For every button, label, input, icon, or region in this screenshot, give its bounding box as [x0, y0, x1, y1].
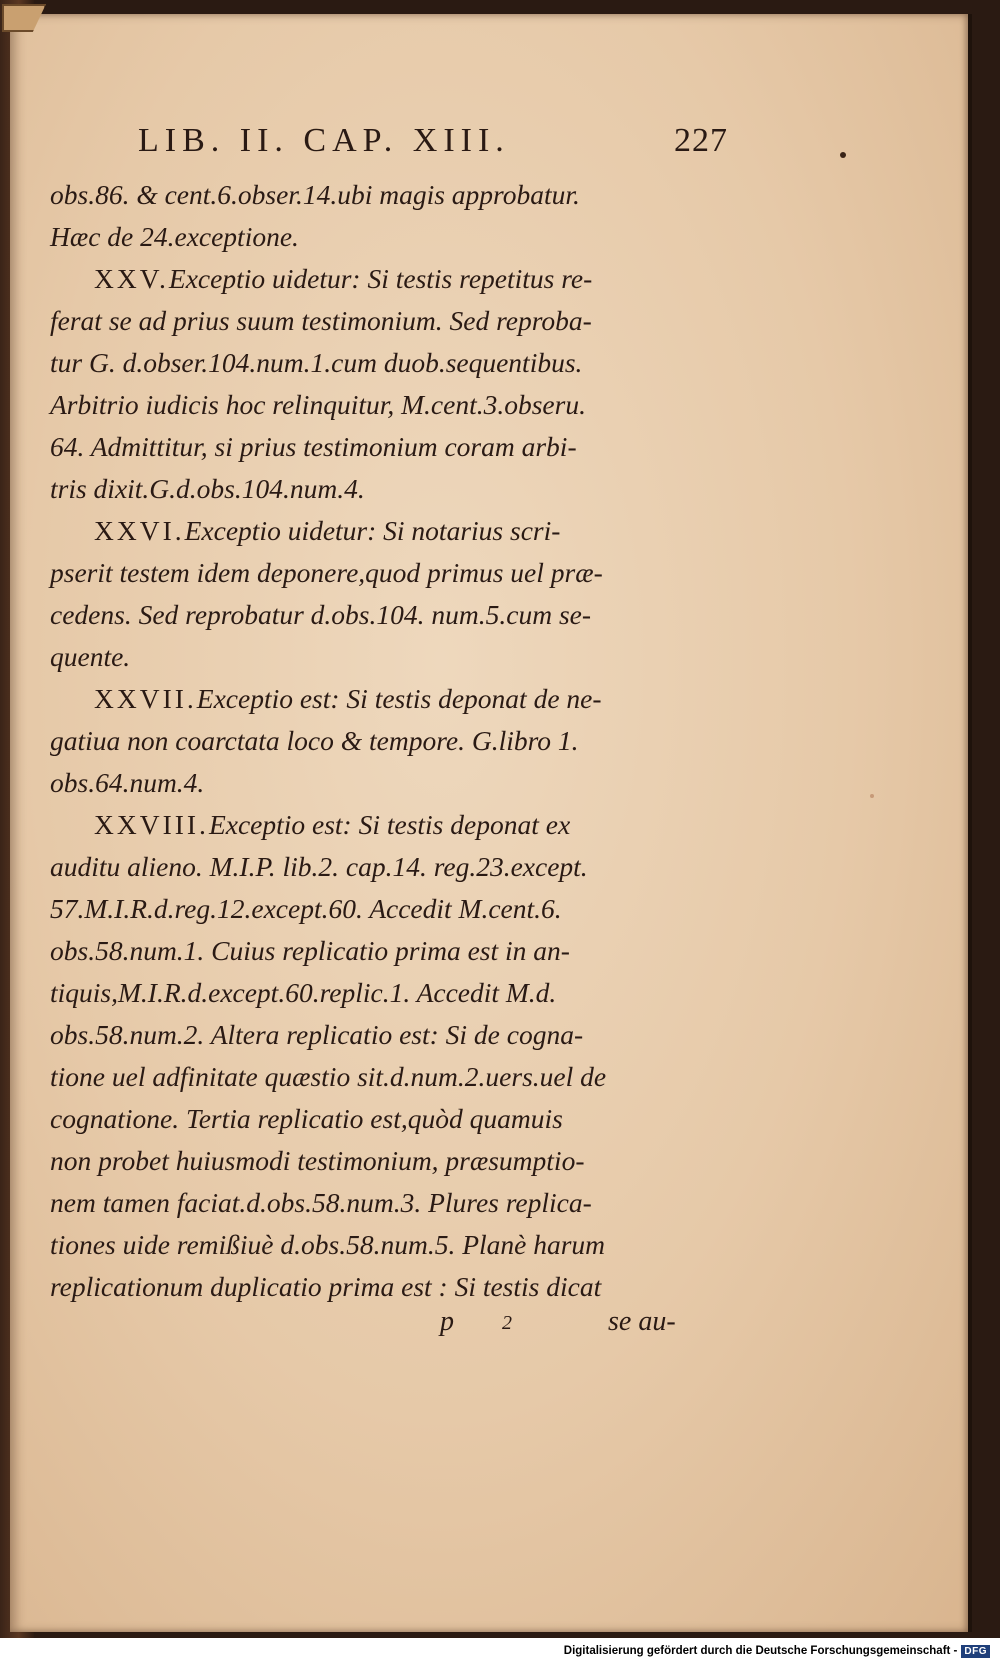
dfg-logo: DFG — [961, 1645, 990, 1658]
line-text: tur G. d.obser.104.num.1.cum duob.sequentibus. — [50, 347, 583, 378]
exception-number: XXVIII. — [94, 809, 209, 840]
line-text: quente. — [50, 641, 131, 672]
line-text: Exceptio est: Si testis deponat de ne- — [196, 683, 602, 714]
text-line — [50, 888, 740, 930]
line-text: Exceptio uidetur: Si testis repetitus re- — [168, 263, 593, 294]
text-line — [50, 1056, 740, 1098]
line-text: Hæc de 24.exceptione. — [50, 221, 299, 252]
text-line — [50, 216, 740, 258]
line-text: 64. Admittitur, si prius testimonium coram arbi- — [50, 431, 577, 462]
running-head: LIB. II. CAP. XIII. — [138, 122, 510, 159]
text-line — [50, 930, 740, 972]
line-text: obs.58.num.1. Cuius replicatio prima est in an- — [50, 935, 570, 966]
line-text: obs.64.num.4. — [50, 767, 205, 798]
digitization-credit — [564, 1641, 990, 1661]
text-line — [50, 678, 740, 720]
text-line — [50, 720, 740, 762]
line-text: obs.86. & cent.6.obser.14.ubi magis approbatur. — [50, 179, 580, 210]
page-number: 227 — [674, 122, 728, 159]
text-line — [50, 762, 740, 804]
signature-number: 2 — [502, 1312, 512, 1334]
text-line — [50, 846, 740, 888]
line-text: cognatione. Tertia replicatio est,quòd quamuis — [50, 1103, 563, 1134]
text-line — [50, 804, 740, 846]
text-line — [50, 972, 740, 1014]
text-line — [50, 552, 740, 594]
text-line — [50, 1182, 740, 1224]
ink-speck — [840, 152, 846, 158]
body-text — [50, 174, 740, 1308]
line-text: tris dixit.G.d.obs.104.num.4. — [50, 473, 365, 504]
text-line — [50, 342, 740, 384]
exception-number: XXV. — [94, 263, 169, 294]
text-line — [50, 426, 740, 468]
line-text: 57.M.I.R.d.reg.12.except.60. Accedit M.cent.6. — [50, 893, 562, 924]
line-text: pserit testem idem deponere,quod primus uel præ- — [50, 557, 603, 588]
exception-number: XXVII. — [94, 683, 197, 714]
exception-number: XXVI. — [94, 515, 185, 546]
text-line — [50, 1224, 740, 1266]
line-text: replicationum duplicatio prima est : Si testis dicat — [50, 1271, 602, 1302]
paper-stain — [870, 794, 874, 798]
line-text: Exceptio est: Si testis deponat ex — [208, 809, 571, 840]
page-header — [138, 122, 728, 166]
text-line — [50, 300, 740, 342]
line-text: cedens. Sed reprobatur d.obs.104. num.5.cum se- — [50, 599, 592, 630]
line-text: tione uel adfinitate quæstio sit.d.num.2.uers.uel de — [50, 1061, 607, 1092]
credit-text: Digitalisierung gefördert durch die Deutsche Forschungsgemeinschaft - — [563, 1645, 958, 1657]
text-line — [50, 1014, 740, 1056]
line-text: obs.58.num.2. Altera replicatio est: Si de cogna- — [50, 1019, 584, 1050]
line-text: auditu alieno. M.I.P. lib.2. cap.14. reg.23.except. — [50, 851, 588, 882]
line-text: non probet huiusmodi testimonium, præsumptio- — [50, 1145, 585, 1176]
text-line — [50, 594, 740, 636]
text-line — [50, 258, 740, 300]
line-text: Exceptio uidetur: Si notarius scri- — [184, 515, 561, 546]
line-text: tiones uide remißiuè d.obs.58.num.5. Planè harum — [50, 1229, 606, 1260]
text-line — [50, 636, 740, 678]
catchword: se au- — [608, 1306, 676, 1337]
text-line — [50, 468, 740, 510]
text-line — [50, 384, 740, 426]
line-text: Arbitrio iudicis hoc relinquitur, M.cent.3.obseru. — [50, 389, 586, 420]
line-text: gatiua non coarctata loco & tempore. G.libro 1. — [50, 725, 579, 756]
text-line — [50, 1266, 740, 1308]
text-line — [50, 1140, 740, 1182]
signature-mark: p — [440, 1306, 454, 1337]
book-page — [10, 14, 972, 1632]
line-text: nem tamen faciat.d.obs.58.num.3. Plures replica- — [50, 1187, 592, 1218]
text-line — [50, 174, 740, 216]
catchline — [440, 1306, 740, 1350]
text-line — [50, 1098, 740, 1140]
line-text: ferat se ad prius suum testimonium. Sed reproba- — [50, 305, 592, 336]
line-text: tiquis,M.I.R.d.except.60.replic.1. Accedit M.d. — [50, 977, 557, 1008]
text-line — [50, 510, 740, 552]
